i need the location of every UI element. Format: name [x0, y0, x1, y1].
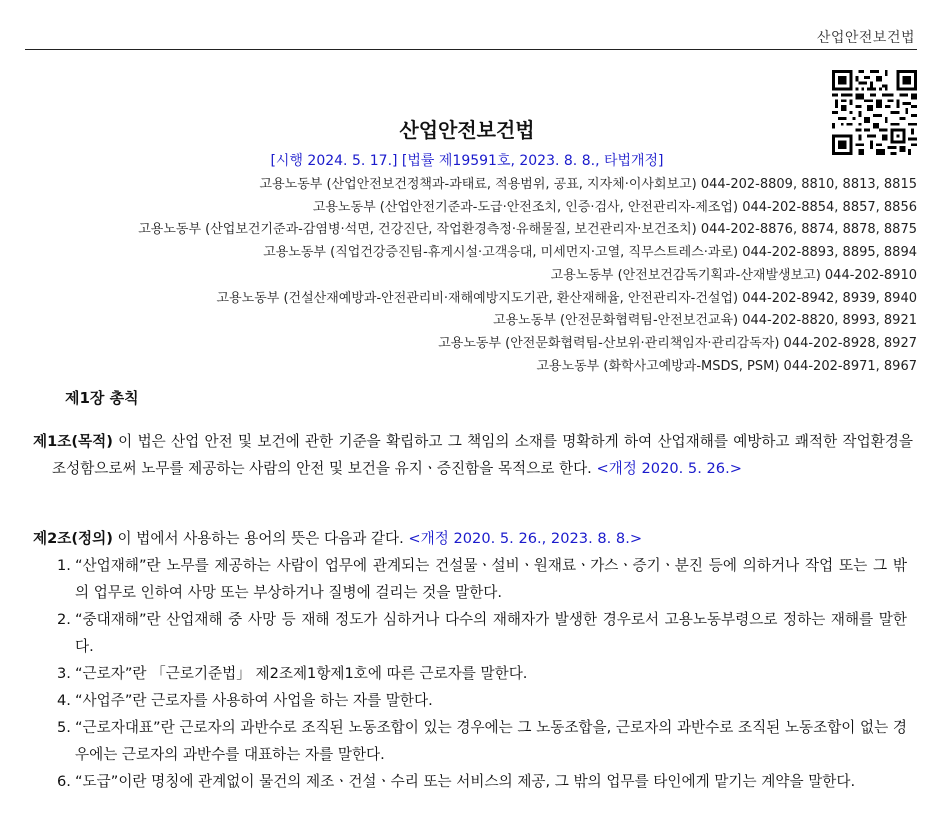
- amendment-note: <개정 2020. 5. 26.>: [596, 460, 742, 477]
- definition-list: [33, 552, 913, 795]
- running-title: 산업안전보건법: [816, 30, 915, 46]
- law-enforcement-info: [시행 2024. 5. 17.] [법률 제19591호, 2023. 8. 8., 타법개정]: [270, 153, 664, 169]
- list-item: [33, 714, 913, 768]
- contact-line: 고용노동부 (직업건강증진팀-휴게시설·고객응대, 미세먼지·고열, 직무스트레스·과로) 044-202-8893, 8895, 8894: [263, 245, 917, 261]
- contact-line: 고용노동부 (산업안전보건정책과-과태료, 적용범위, 공표, 지자체·이사회보고) 044-202-8809, 8810, 8813, 8815: [259, 177, 917, 192]
- article-text: 이 법에서 사용하는 용어의 뜻은 다음과 같다.: [112, 530, 409, 547]
- item-text: “사업주”란 근로자를 사용하여 사업을 하는 자를 말한다.: [75, 692, 433, 709]
- article-body: [33, 428, 913, 482]
- amendment-note: <개정 2020. 5. 26., 2023. 8. 8.>: [408, 530, 643, 547]
- list-item: [33, 660, 913, 687]
- list-item: [33, 687, 913, 714]
- contact-line: 고용노동부 (안전문화협력팀-안전보건교육) 044-202-8820, 8993, 8921: [493, 313, 917, 329]
- item-number: 3.: [57, 665, 71, 682]
- list-item: [33, 552, 913, 606]
- item-text: “도급”이란 명칭에 관계없이 물건의 제조ㆍ건설ㆍ수리 또는 서비스의 제공, 그 밖의 업무를 타인에게 맡기는 계약을 말한다.: [75, 773, 856, 790]
- contact-list: [17, 174, 917, 378]
- contact-line: 고용노동부 (산업안전기준과-도급·안전조치, 인증·검사, 안전관리자-제조업) 044-202-8854, 8857, 8856: [312, 199, 917, 215]
- article-text: 이 법은 산업 안전 및 보건에 관한 기준을 확립하고 그 책임의 소재를 명확하게 하여 산업재해를 예방하고 쾌적한 작업환경을 조성함으로써 노무를 제공하는 사람의 안전 및 보건을 유지ㆍ증진함을 목적으로 한다.: [52, 433, 913, 477]
- item-number: 2.: [57, 611, 71, 628]
- contact-line: 고용노동부 (화학사고예방과-MSDS, PSM) 044-202-8971, 8967: [536, 358, 917, 374]
- contact-line: 고용노동부 (건설산재예방과-안전관리비·재해예방지도기관, 환산재해율, 안전관리자-건설업) 044-202-8942, 8939, 8940: [216, 290, 917, 306]
- item-number: 1.: [57, 557, 71, 574]
- item-number: 4.: [57, 692, 71, 709]
- contact-line: 고용노동부 (안전문화협력팀-산보위·관리책임자·관리감독자) 044-202-8928, 8927: [438, 335, 917, 351]
- article-2: [33, 525, 913, 795]
- article-number: 제2조(정의): [33, 530, 113, 547]
- item-text: “중대재해”란 산업재해 중 사망 등 재해 정도가 심하거나 다수의 재해자가 발생한 경우로서 고용노동부령으로 정하는 재해를 말한다.: [75, 611, 907, 655]
- article-number: 제1조(목적): [33, 433, 113, 450]
- chapter-title: 제1장 총칙: [65, 389, 139, 407]
- item-number: 6.: [57, 773, 71, 790]
- page-header: [25, 0, 917, 50]
- article-body: [33, 525, 913, 552]
- contact-line: 고용노동부 (안전보건감독기획과-산재발생보고) 044-202-8910: [550, 267, 917, 283]
- item-text: “근로자”란 「근로기준법」 제2조제1항제1호에 따른 근로자를 말한다.: [75, 665, 528, 682]
- list-item: [33, 606, 913, 660]
- item-number: 5.: [57, 719, 71, 736]
- article-1: [33, 428, 913, 482]
- law-title: 산업안전보건법: [399, 118, 535, 142]
- item-text: “근로자대표”란 근로자의 과반수로 조직된 노동조합이 있는 경우에는 그 노동조합을, 근로자의 과반수로 조직된 노동조합이 없는 경우에는 근로자의 과반수를 대표하는 자를 말한다.: [75, 719, 907, 763]
- item-text: “산업재해”란 노무를 제공하는 사람이 업무에 관계되는 건설물ㆍ설비ㆍ원재료ㆍ가스ㆍ증기ㆍ분진 등에 의하거나 작업 또는 그 밖의 업무로 인하여 사망 또는 부상하거나 질병에 걸리는 것을 말한다.: [75, 557, 907, 601]
- contact-line: 고용노동부 (산업보건기준과-감염병·석면, 건강진단, 작업환경측정·유해물질, 보건관리자·보건조치) 044-202-8876, 8874, 8878, 8875: [138, 222, 917, 238]
- list-item: [33, 768, 913, 795]
